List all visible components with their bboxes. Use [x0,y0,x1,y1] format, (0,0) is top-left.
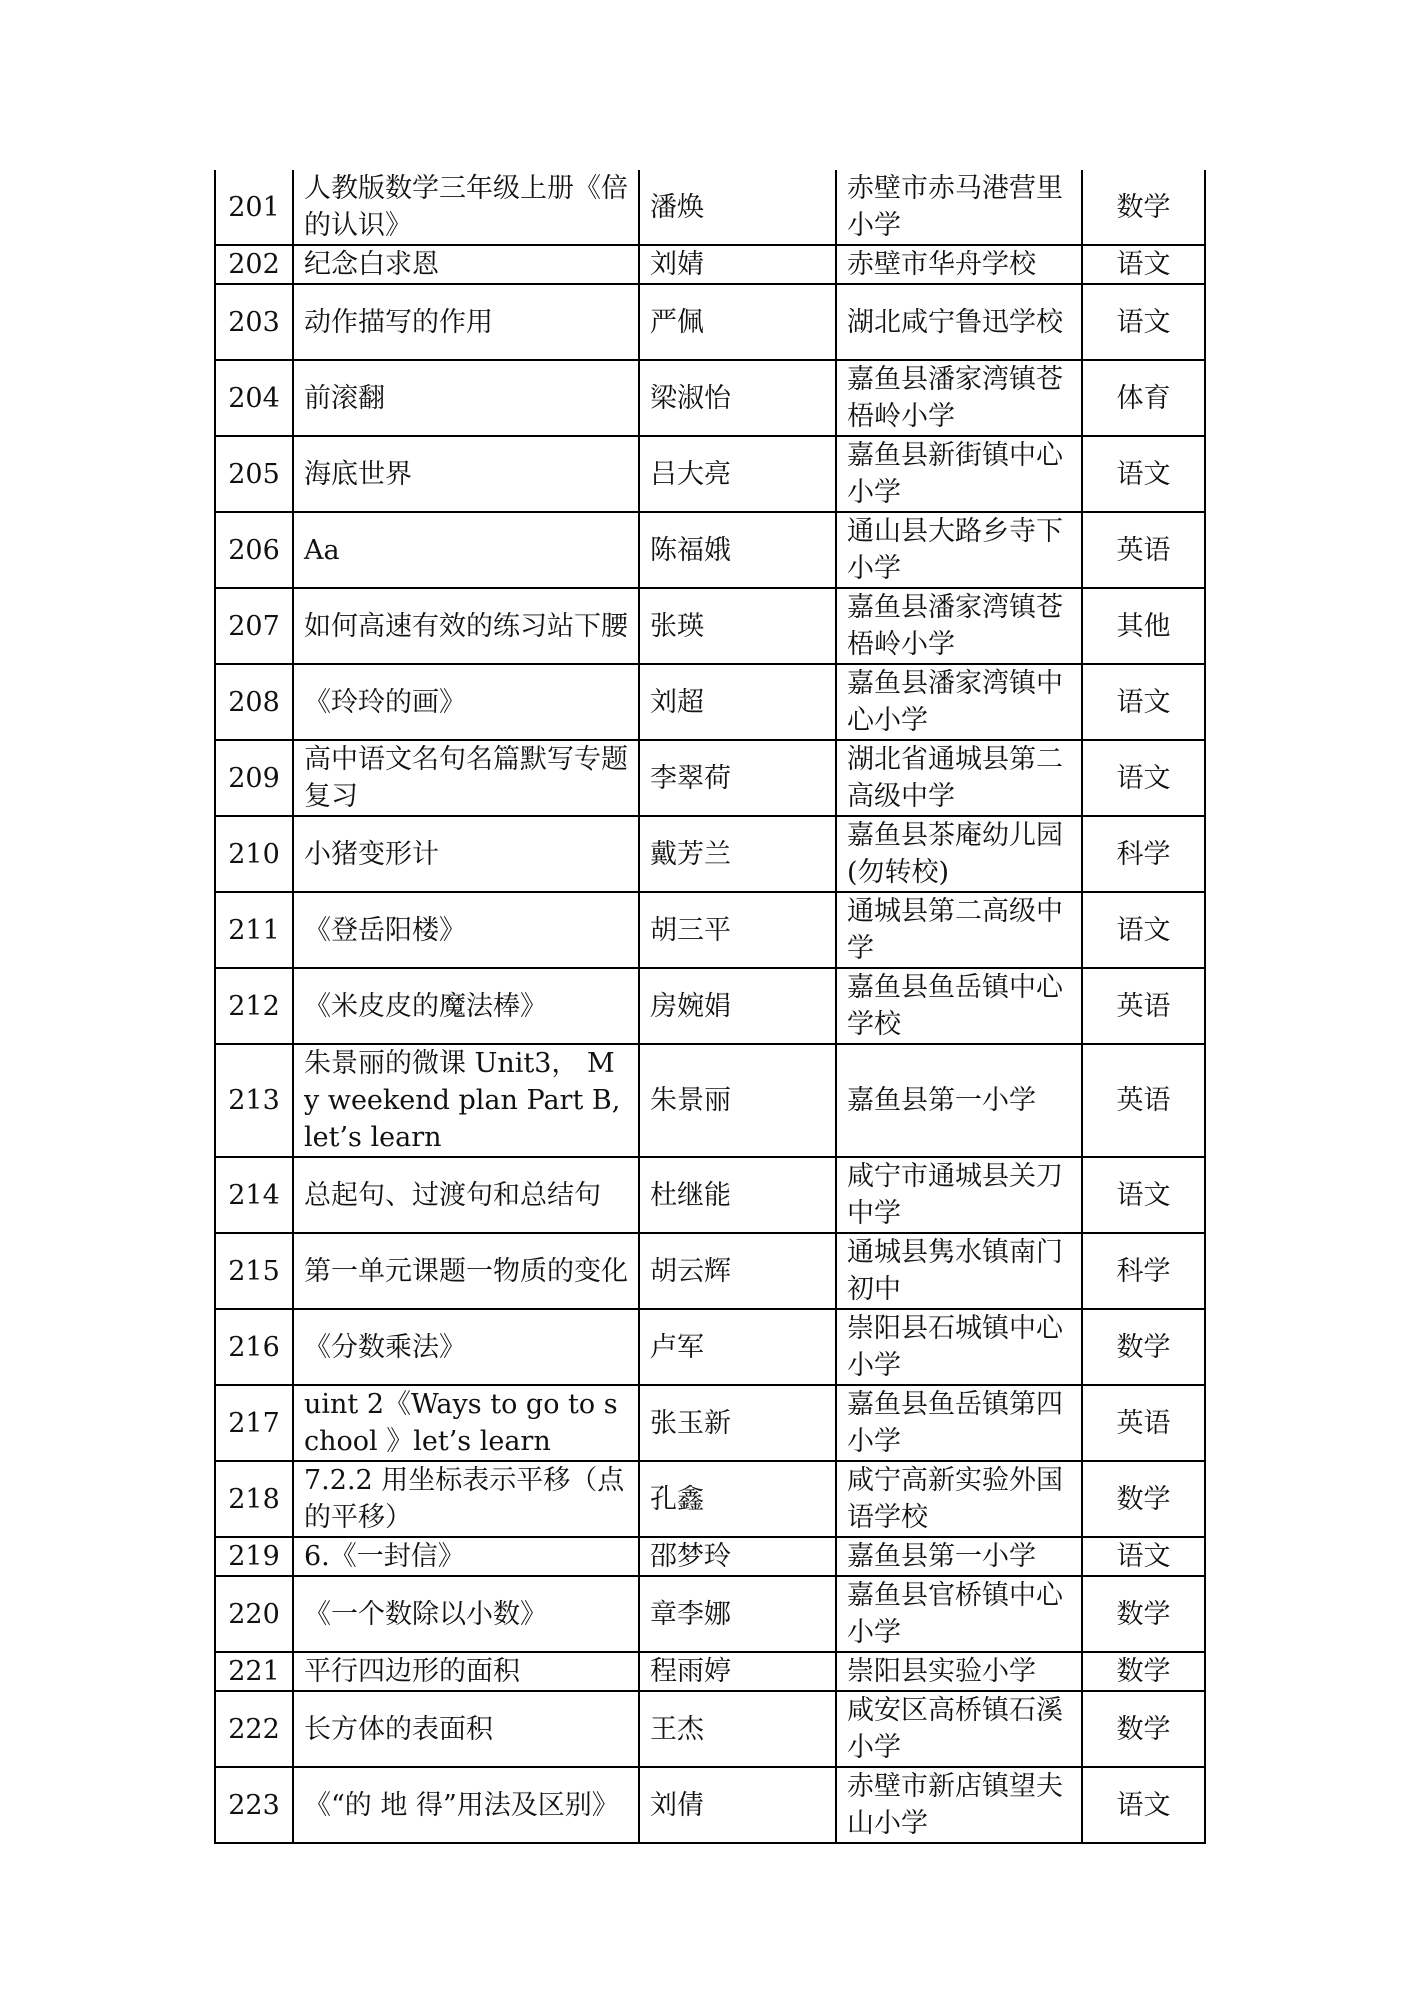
teacher-name: 陈福娥 [639,512,836,588]
resource-table [214,170,1206,1844]
table-row [215,1157,1205,1233]
row-number: 220 [215,1576,293,1652]
subject: 语文 [1082,1767,1205,1843]
subject: 其他 [1082,588,1205,664]
table-row [215,1691,1205,1767]
school-name: 赤壁市新店镇望夫山小学 [836,1767,1082,1843]
school-name: 咸宁市通城县关刀中学 [836,1157,1082,1233]
subject: 语文 [1082,245,1205,284]
lesson-title: 动作描写的作用 [293,284,639,360]
row-number: 214 [215,1157,293,1233]
school-name: 嘉鱼县官桥镇中心小学 [836,1576,1082,1652]
subject: 语文 [1082,436,1205,512]
teacher-name: 张玉新 [639,1385,836,1461]
lesson-title: 朱景丽的微课 Unit3， My weekend plan Part B, let’s learn [293,1044,639,1157]
teacher-name: 刘婧 [639,245,836,284]
row-number: 202 [215,245,293,284]
teacher-name: 梁淑怡 [639,360,836,436]
teacher-name: 房婉娟 [639,968,836,1044]
subject: 数学 [1082,1652,1205,1691]
school-name: 嘉鱼县鱼岳镇中心学校 [836,968,1082,1044]
lesson-title: 总起句、过渡句和总结句 [293,1157,639,1233]
teacher-name: 朱景丽 [639,1044,836,1157]
table-row [215,1576,1205,1652]
teacher-name: 张瑛 [639,588,836,664]
table-row [215,1652,1205,1691]
school-name: 崇阳县石城镇中心小学 [836,1309,1082,1385]
subject: 数学 [1082,1461,1205,1537]
row-number: 207 [215,588,293,664]
school-name: 嘉鱼县第一小学 [836,1537,1082,1576]
table-row [215,1767,1205,1843]
school-name: 通山县大路乡寺下小学 [836,512,1082,588]
subject: 数学 [1082,170,1205,245]
school-name: 咸安区高桥镇石溪小学 [836,1691,1082,1767]
school-name: 嘉鱼县第一小学 [836,1044,1082,1157]
subject: 语文 [1082,284,1205,360]
table-row [215,512,1205,588]
table-row [215,892,1205,968]
row-number: 213 [215,1044,293,1157]
school-name: 通城县隽水镇南门初中 [836,1233,1082,1309]
row-number: 219 [215,1537,293,1576]
lesson-title: 海底世界 [293,436,639,512]
school-name: 崇阳县实验小学 [836,1652,1082,1691]
table-row [215,1309,1205,1385]
teacher-name: 王杰 [639,1691,836,1767]
row-number: 203 [215,284,293,360]
table-row [215,1044,1205,1157]
row-number: 218 [215,1461,293,1537]
lesson-title: 平行四边形的面积 [293,1652,639,1691]
lesson-title: 如何高速有效的练习站下腰 [293,588,639,664]
table-row [215,740,1205,816]
row-number: 206 [215,512,293,588]
school-name: 湖北省通城县第二高级中学 [836,740,1082,816]
subject: 数学 [1082,1309,1205,1385]
teacher-name: 严佩 [639,284,836,360]
lesson-title: 《一个数除以小数》 [293,1576,639,1652]
subject: 英语 [1082,968,1205,1044]
lesson-title: 《分数乘法》 [293,1309,639,1385]
row-number: 209 [215,740,293,816]
lesson-title: 第一单元课题一物质的变化 [293,1233,639,1309]
table-row [215,664,1205,740]
lesson-title: 《登岳阳楼》 [293,892,639,968]
row-number: 201 [215,170,293,245]
row-number: 205 [215,436,293,512]
teacher-name: 李翠荷 [639,740,836,816]
subject: 英语 [1082,512,1205,588]
teacher-name: 戴芳兰 [639,816,836,892]
subject: 语文 [1082,1157,1205,1233]
lesson-title: 《“的 地 得”用法及区别》 [293,1767,639,1843]
school-name: 嘉鱼县潘家湾镇苍梧岭小学 [836,588,1082,664]
row-number: 217 [215,1385,293,1461]
school-name: 嘉鱼县潘家湾镇中心小学 [836,664,1082,740]
row-number: 221 [215,1652,293,1691]
table-row [215,284,1205,360]
teacher-name: 程雨婷 [639,1652,836,1691]
school-name: 嘉鱼县新街镇中心小学 [836,436,1082,512]
table-row [215,968,1205,1044]
row-number: 222 [215,1691,293,1767]
school-name: 湖北咸宁鲁迅学校 [836,284,1082,360]
table-row [215,816,1205,892]
school-name: 赤壁市赤马港营里小学 [836,170,1082,245]
table-row [215,1461,1205,1537]
lesson-title: 纪念白求恩 [293,245,639,284]
subject: 英语 [1082,1385,1205,1461]
school-name: 赤壁市华舟学校 [836,245,1082,284]
subject: 体育 [1082,360,1205,436]
row-number: 212 [215,968,293,1044]
subject: 语文 [1082,1537,1205,1576]
lesson-title: 人教版数学三年级上册《倍的认识》 [293,170,639,245]
school-name: 嘉鱼县鱼岳镇第四小学 [836,1385,1082,1461]
school-name: 嘉鱼县潘家湾镇苍梧岭小学 [836,360,1082,436]
table-row [215,1537,1205,1576]
teacher-name: 杜继能 [639,1157,836,1233]
teacher-name: 吕大亮 [639,436,836,512]
row-number: 211 [215,892,293,968]
teacher-name: 孔鑫 [639,1461,836,1537]
row-number: 210 [215,816,293,892]
row-number: 223 [215,1767,293,1843]
lesson-title: 《玲玲的画》 [293,664,639,740]
lesson-title: 6.《一封信》 [293,1537,639,1576]
table-row [215,170,1205,245]
row-number: 215 [215,1233,293,1309]
subject: 英语 [1082,1044,1205,1157]
subject: 科学 [1082,1233,1205,1309]
table-row [215,1233,1205,1309]
lesson-title: 高中语文名句名篇默写专题复习 [293,740,639,816]
teacher-name: 卢军 [639,1309,836,1385]
lesson-title: Aa [293,512,639,588]
subject: 科学 [1082,816,1205,892]
teacher-name: 邵梦玲 [639,1537,836,1576]
table-row [215,245,1205,284]
table-row [215,360,1205,436]
lesson-title: 前滚翻 [293,360,639,436]
table-row [215,1385,1205,1461]
teacher-name: 胡云辉 [639,1233,836,1309]
teacher-name: 胡三平 [639,892,836,968]
row-number: 216 [215,1309,293,1385]
table-row [215,436,1205,512]
school-name: 通城县第二高级中学 [836,892,1082,968]
teacher-name: 潘焕 [639,170,836,245]
subject: 数学 [1082,1576,1205,1652]
teacher-name: 章李娜 [639,1576,836,1652]
school-name: 嘉鱼县茶庵幼儿园(勿转校) [836,816,1082,892]
teacher-name: 刘倩 [639,1767,836,1843]
lesson-title: 长方体的表面积 [293,1691,639,1767]
subject: 语文 [1082,664,1205,740]
school-name: 咸宁高新实验外国语学校 [836,1461,1082,1537]
subject: 数学 [1082,1691,1205,1767]
subject: 语文 [1082,740,1205,816]
row-number: 204 [215,360,293,436]
subject: 语文 [1082,892,1205,968]
table-row [215,588,1205,664]
teacher-name: 刘超 [639,664,836,740]
lesson-title: 《米皮皮的魔法棒》 [293,968,639,1044]
lesson-title: 小猪变形计 [293,816,639,892]
row-number: 208 [215,664,293,740]
lesson-title: uint 2《Ways to go to school 》let’s learn [293,1385,639,1461]
lesson-title: 7.2.2 用坐标表示平移（点的平移） [293,1461,639,1537]
